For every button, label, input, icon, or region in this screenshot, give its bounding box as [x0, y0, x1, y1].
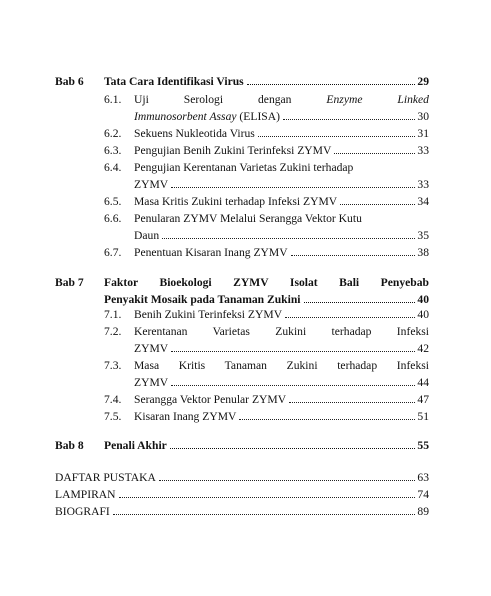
toc-entry[interactable] [134, 227, 429, 244]
dot-leader [170, 448, 416, 449]
section-title-cont: ZYMV [134, 178, 169, 191]
word: Uji [134, 93, 149, 106]
section-title-line: Pengujian Kerentanan Varietas Zukini terhadap [134, 161, 354, 174]
chapter-title: Tata Cara Identifikasi Virus [104, 75, 244, 88]
section-title-cont: ZYMV [134, 376, 169, 389]
section-number: 7.2. [104, 325, 122, 338]
toc-entry[interactable] [104, 73, 429, 90]
toc-entry[interactable] [134, 176, 429, 193]
page-number: 74 [417, 488, 429, 501]
section-title: Benih Zukini Terinfeksi ZYMV [134, 308, 283, 321]
dot-leader [334, 153, 415, 154]
section-title-cont [134, 108, 280, 125]
dot-leader [247, 84, 416, 85]
dot-leader [159, 480, 416, 481]
dot-leader [285, 317, 415, 318]
toc-entry[interactable] [134, 244, 429, 261]
dot-leader [283, 119, 415, 120]
toc-entry[interactable] [134, 193, 429, 210]
section-number: 6.2. [104, 127, 122, 140]
section-number: 7.5. [104, 410, 122, 423]
page-number: 55 [417, 439, 429, 452]
toc-entry[interactable] [134, 408, 429, 425]
chapter-label: Bab 7 [55, 276, 84, 289]
section-number: 6.4. [104, 161, 122, 174]
toc-entry[interactable] [55, 486, 429, 503]
page-number: 38 [417, 246, 429, 259]
dot-leader [304, 302, 416, 303]
page-number: 40 [417, 308, 429, 321]
section-number: 6.3. [104, 144, 122, 157]
dot-leader [162, 238, 415, 239]
section-title: Sekuens Nukleotida Virus [134, 127, 255, 140]
section-title: Penentuan Kisaran Inang ZYMV [134, 246, 288, 259]
page-number: 51 [417, 410, 429, 423]
section-number: 6.6. [104, 212, 122, 225]
section-number: 7.3. [104, 359, 122, 372]
section-title-cont: Daun [134, 229, 160, 242]
section-number: 6.5. [104, 195, 122, 208]
page-number: 47 [417, 393, 429, 406]
page-number: 30 [417, 110, 429, 123]
page-number: 89 [417, 505, 429, 518]
dot-leader [291, 255, 416, 256]
section-title: Kisaran Inang ZYMV [134, 410, 237, 423]
chapter-title-cont: Penyakit Mosaik pada Tanaman Zukini [104, 293, 301, 306]
dot-leader [171, 351, 415, 352]
abbrev: (ELISA) [236, 110, 280, 123]
section-title-line: Kerentanan Varietas Zukini terhadap Infeksi [134, 325, 429, 338]
toc-entry[interactable] [134, 142, 429, 159]
word: Serologi [183, 93, 224, 106]
chapter-title-line: Faktor Bioekologi ZYMV Isolat Bali Penyebab [104, 276, 429, 289]
chapter-title: Penali Akhir [104, 439, 167, 452]
section-title: Serangga Vektor Penular ZYMV [134, 393, 287, 406]
page-number: 33 [417, 178, 429, 191]
toc-entry[interactable] [134, 340, 429, 357]
section-title-line: Penularan ZYMV Melalui Serangga Vektor Kutu [134, 212, 362, 225]
dot-leader [239, 419, 415, 420]
back-matter-title: DAFTAR PUSTAKA [55, 471, 156, 484]
toc-entry[interactable] [134, 108, 429, 125]
dot-leader [289, 402, 415, 403]
back-matter-title: LAMPIRAN [55, 488, 116, 501]
word: dengan [258, 93, 292, 106]
section-number: 7.4. [104, 393, 122, 406]
chapter-label: Bab 6 [55, 75, 84, 88]
page-number: 29 [417, 75, 429, 88]
page-number: 34 [417, 195, 429, 208]
section-title: Pengujian Benih Zukini Terinfeksi ZYMV [134, 144, 332, 157]
page-number: 35 [417, 229, 429, 242]
dot-leader [119, 497, 416, 498]
section-title: Masa Kritis Zukini terhadap Infeksi ZYMV [134, 195, 338, 208]
dot-leader [258, 136, 416, 137]
section-number: 6.1. [104, 93, 122, 106]
section-title-cont: ZYMV [134, 342, 169, 355]
toc-entry[interactable] [104, 437, 429, 454]
dot-leader [171, 385, 415, 386]
page-number: 40 [417, 293, 429, 306]
page-number: 31 [417, 127, 429, 140]
word: Enzyme [326, 93, 363, 106]
page-number: 42 [417, 342, 429, 355]
section-number: 6.7. [104, 246, 122, 259]
toc-entry[interactable] [134, 125, 429, 142]
toc-entry[interactable] [55, 503, 429, 520]
page-number: 44 [417, 376, 429, 389]
page-number: 33 [417, 144, 429, 157]
dot-leader [113, 514, 416, 515]
chapter-label: Bab 8 [55, 439, 84, 452]
back-matter-title: BIOGRAFI [55, 505, 110, 518]
word: Linked [397, 93, 429, 106]
toc-entry[interactable] [134, 391, 429, 408]
dot-leader [340, 204, 415, 205]
page-number: 63 [417, 471, 429, 484]
italic-term: Immunosorbent Assay [134, 110, 237, 123]
section-title-line: Masa Kritis Tanaman Zukini terhadap Infeksi [134, 359, 429, 372]
toc-entry[interactable] [55, 469, 429, 486]
toc-entry[interactable] [134, 374, 429, 391]
section-number: 7.1. [104, 308, 122, 321]
toc-entry[interactable] [134, 306, 429, 323]
dot-leader [171, 187, 415, 188]
section-title-line [134, 91, 429, 108]
